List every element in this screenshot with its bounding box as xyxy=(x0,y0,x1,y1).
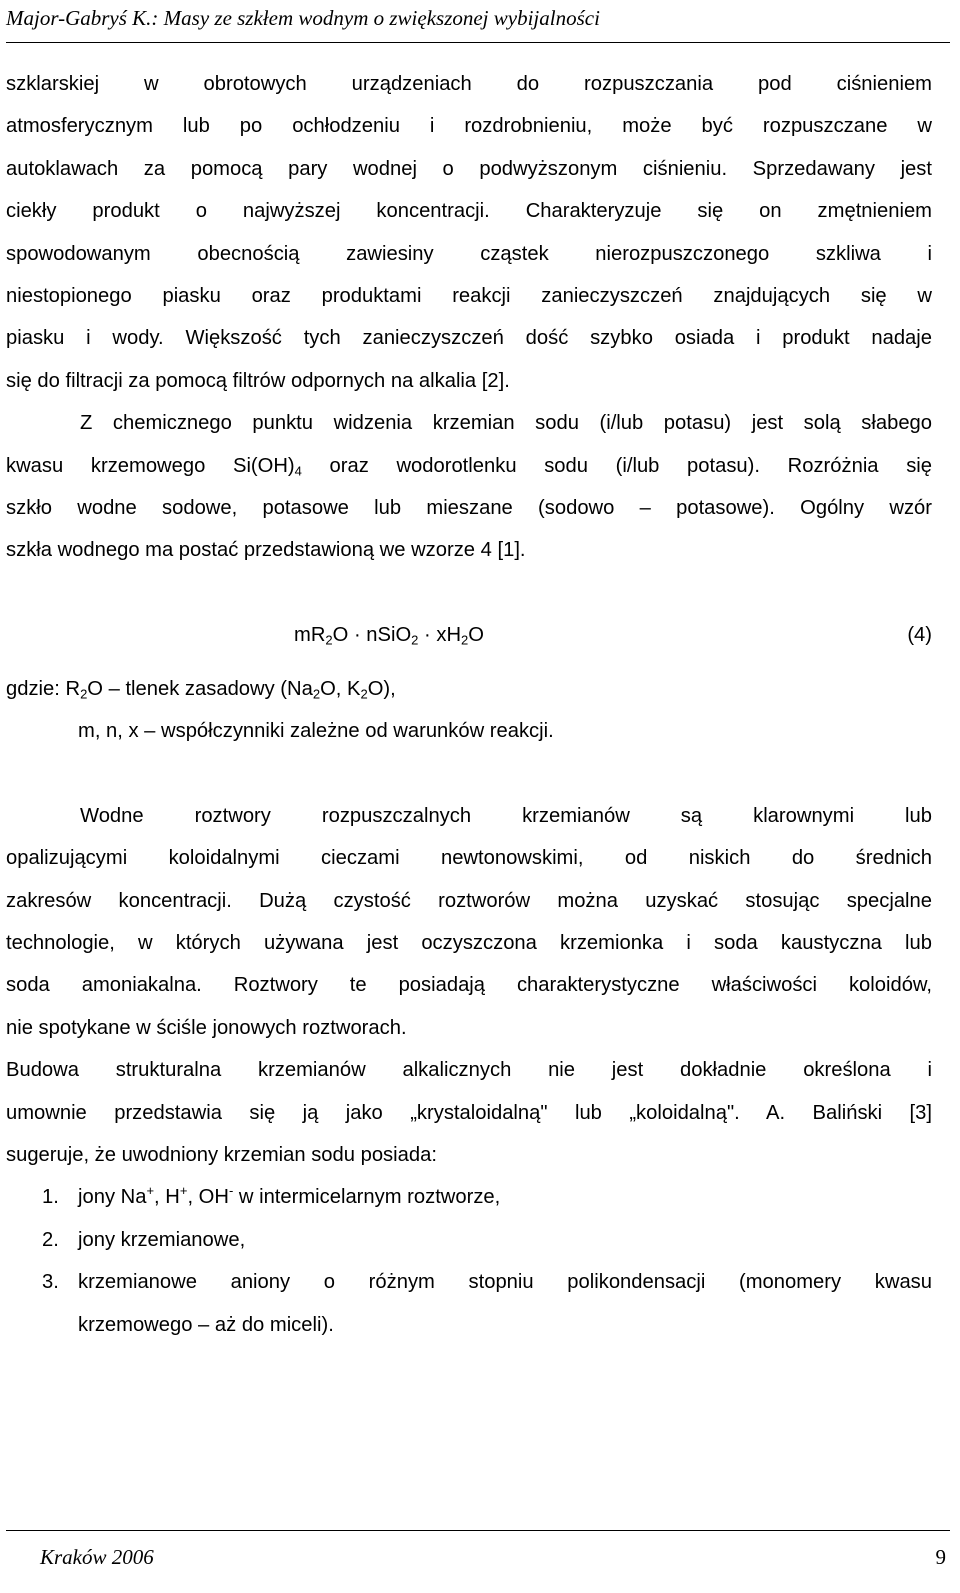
subscript: 2 xyxy=(325,632,333,648)
list-number: 3. xyxy=(42,1271,59,1294)
chemical-formula xyxy=(294,614,484,656)
equation-number: (4) xyxy=(907,623,932,646)
footer-place-year: Kraków 2006 xyxy=(40,1545,154,1569)
legend-line xyxy=(6,668,932,710)
formula-part: mR xyxy=(294,623,326,646)
text-fragment: gdzie: R xyxy=(6,677,81,700)
formula-part: O · nSiO xyxy=(332,623,412,646)
text-line: opalizującymi koloidalnymi cieczami newtonowskimi, od niskich do średnich xyxy=(6,847,932,870)
header-divider xyxy=(6,42,950,43)
superscript: - xyxy=(228,1183,234,1199)
text-fragment: O), xyxy=(367,677,396,700)
page-number: 9 xyxy=(935,1545,946,1569)
list-item xyxy=(6,1219,932,1261)
text-line: Z chemicznego punktu widzenia krzemian sodu (i/lub potasu) jest solą słabego xyxy=(80,412,932,435)
text-line: szklarskiej w obrotowych urządzeniach do rozpuszczania pod ciśnieniem xyxy=(6,73,932,95)
text-line: autoklawach za pomocą pary wodnej o podwyższonym ciśnieniu. Sprzedawany jest xyxy=(6,157,932,180)
text-line: się do filtracji za pomocą filtrów odpornych na alkalia [2]. xyxy=(6,369,510,392)
list-item xyxy=(6,1176,932,1218)
text-fragment: oraz wodorotlenku sodu (i/lub potasu). Rozróżnia się xyxy=(301,454,932,477)
text-line: Budowa strukturalna krzemianów alkalicznych nie jest dokładnie określona i xyxy=(6,1059,932,1082)
subscript: 2 xyxy=(312,686,321,702)
text-line: zakresów koncentracji. Dużą czystość roztworów można uzyskać stosując specjalne xyxy=(6,889,932,912)
ion-list xyxy=(6,1176,932,1346)
text-line: szkła wodnego ma postać przedstawioną we wzorze 4 [1]. xyxy=(6,539,526,562)
subscript: 2 xyxy=(461,632,469,648)
text-line: technologie, w których używana jest oczyszczona krzemionka i soda kaustyczna lub xyxy=(6,931,932,954)
text-fragment: kwasu krzemowego Si(OH) xyxy=(6,454,295,477)
list-item xyxy=(6,1261,932,1346)
text-line: sugeruje, że uwodniony krzemian sodu posiada: xyxy=(6,1143,437,1166)
list-number: 1. xyxy=(42,1186,59,1209)
running-header: Major-Gabryś K.: Masy ze szkłem wodnym o zwiększonej wybijalności xyxy=(6,6,600,30)
formula-part: O xyxy=(468,623,484,646)
paragraph-1 xyxy=(6,63,932,402)
text-line: ciekły produkt o najwyższej koncentracji. Charakteryzuje się on zmętnieniem xyxy=(6,200,932,223)
text-fragment: O – tlenek zasadowy (Na xyxy=(87,677,313,700)
text-line: spowodowanym obecnością zawiesiny cząstek nierozpuszczonego szkliwa i xyxy=(6,242,932,265)
text-fragment: O, K xyxy=(320,677,361,700)
text-line: umownie przedstawia się ją jako „krystaloidalną" lub „koloidalną". A. Baliński [3] xyxy=(6,1101,932,1124)
subscript: 2 xyxy=(80,686,88,702)
formula-row xyxy=(6,614,932,656)
text-line: szkło wodne sodowe, potasowe lub mieszane (sodowo – potasowe). Ogólny wzór xyxy=(6,497,932,520)
list-number: 2. xyxy=(42,1228,59,1251)
text-line: krzemianowe aniony o różnym stopniu polikondensacji (monomery kwasu xyxy=(78,1271,932,1294)
superscript: + xyxy=(179,1183,188,1199)
text-line: krzemowego – aż do miceli). xyxy=(78,1313,334,1336)
text-fragment: jony Na xyxy=(78,1186,147,1209)
text-fragment: , H xyxy=(154,1186,180,1209)
paragraph-3 xyxy=(6,795,932,1049)
text-line: soda amoniakalna. Roztwory te posiadają charakterystyczne właściwości koloidów, xyxy=(6,974,932,997)
subscript: 2 xyxy=(360,686,368,702)
text-line: nie spotykane w ściśle jonowych roztworach. xyxy=(6,1016,407,1039)
page-body xyxy=(6,63,932,1346)
subscript: 4 xyxy=(294,462,302,478)
text-line: niestopionego piasku oraz produktami reakcji zanieczyszczeń znajdujących się w xyxy=(6,285,932,308)
superscript: + xyxy=(146,1183,155,1199)
paragraph-4 xyxy=(6,1049,932,1176)
text-line: piasku i wody. Większość tych zanieczyszczeń dość szybko osiada i produkt nadaje xyxy=(6,327,932,350)
text-line: Wodne roztwory rozpuszczalnych krzemianów są klarownymi lub xyxy=(80,804,932,827)
paragraph-2 xyxy=(6,402,932,572)
formula-legend xyxy=(6,668,932,753)
text-line xyxy=(6,445,932,487)
text-line: atmosferycznym lub po ochłodzeniu i rozdrobnieniu, może być rozpuszczane w xyxy=(6,115,932,138)
footer-divider xyxy=(6,1530,950,1531)
legend-line: m, n, x – współczynniki zależne od warunków reakcji. xyxy=(78,720,554,743)
formula-part: · xH xyxy=(418,623,462,646)
subscript: 2 xyxy=(411,632,419,648)
list-text: jony krzemianowe, xyxy=(78,1228,246,1251)
text-fragment: , OH xyxy=(187,1186,229,1209)
text-fragment: w intermicelarnym roztworze, xyxy=(233,1186,501,1209)
